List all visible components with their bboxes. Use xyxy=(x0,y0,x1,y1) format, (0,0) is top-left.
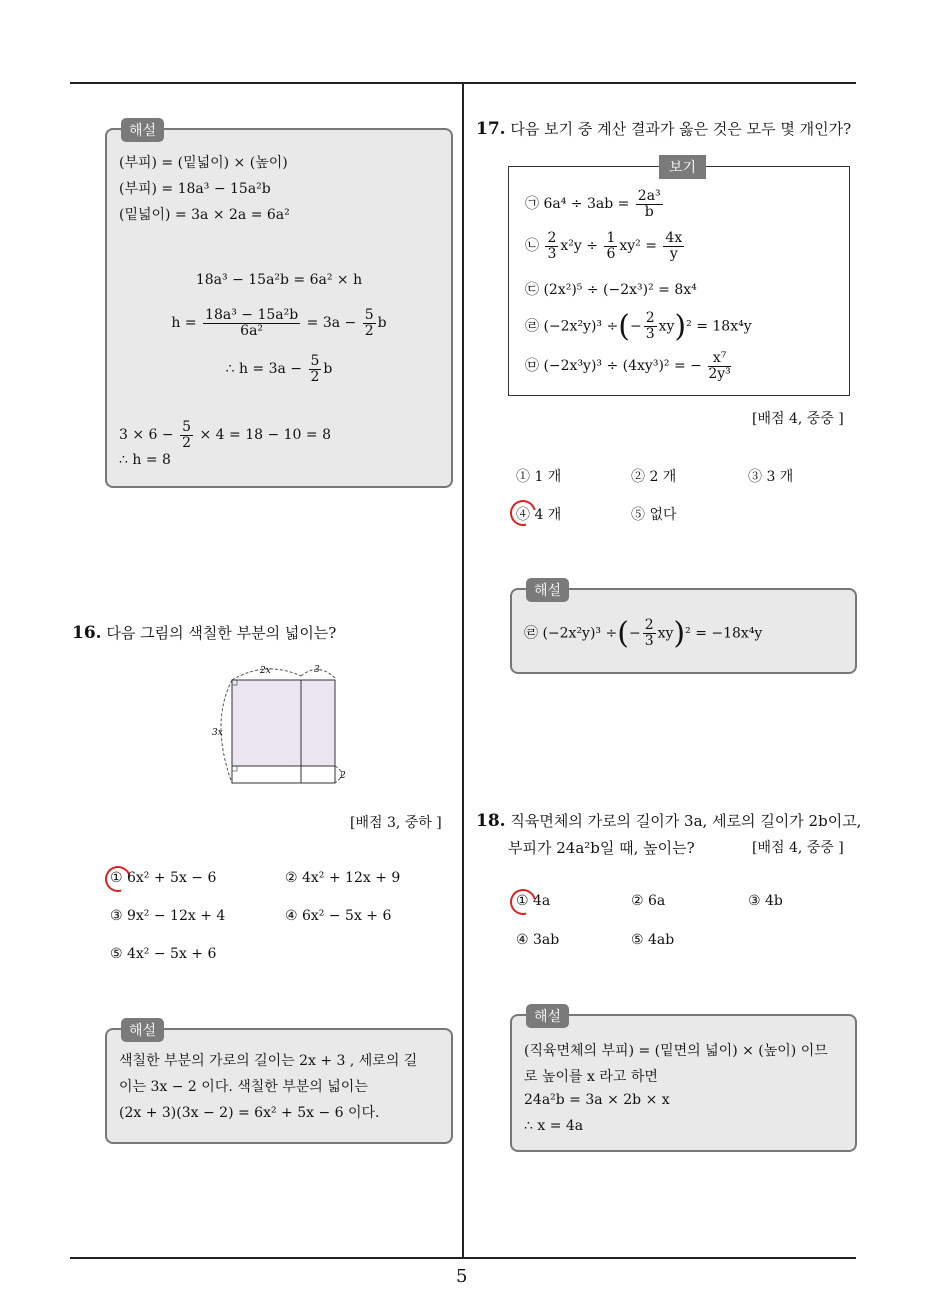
q18-choice-3[interactable]: ③ 4b xyxy=(748,893,783,909)
q16-choice-5[interactable]: ⑤ 4x² − 5x + 6 xyxy=(110,946,217,962)
question-text-line1: 직육면체의 가로의 길이가 3a, 세로의 길이가 2b이고, xyxy=(510,812,862,830)
bogi-item-3: ㉢ (2x²)⁵ ÷ (−2x³)² = 8x⁴ xyxy=(525,282,697,298)
sol18-line4: ∴ x = 4a xyxy=(524,1118,584,1134)
sol16-line2: 이는 3x − 2 이다. 색칠한 부분의 넓이는 xyxy=(119,1079,368,1095)
sol16-line3: (2x + 3)(3x − 2) = 6x² + 5x − 6 이다. xyxy=(119,1105,380,1121)
label-3x: 3x xyxy=(212,728,223,738)
q16-score: [배점 3, 중하 ] xyxy=(350,815,442,831)
sol17-line1: ㉣ (−2x²y)³ ÷(− $\frac{2}{3}$ xy)² = −18x⁴y xyxy=(524,616,763,651)
solution-box-18 xyxy=(510,1009,857,1152)
fraction: $\frac{4x}{y}$ xyxy=(665,230,683,262)
sol15-line3: (밑넓이) = 3a × 2a = 6a² xyxy=(119,207,290,223)
bogi-item-2: ㉡ $\frac{2}{3}$ x²y ÷ $\frac{1}{6}$ xy² = $\frac{4x}{y}$ xyxy=(525,230,683,262)
question-number: 18. xyxy=(476,811,506,831)
fraction: $\frac{\text{x⁷}}{\text{2y³}}$ xyxy=(708,350,731,382)
sol15-line5: h = $\frac{\text{18a³ − 15a²b}}{\text{6a²}}$ = 3a − $\frac{5}{2}$ b xyxy=(171,307,387,339)
question-16 xyxy=(72,622,336,643)
q17-choice-2[interactable]: ② 2 개 xyxy=(631,469,677,485)
solution-tab: 해설 xyxy=(121,1018,164,1042)
question-17 xyxy=(476,118,851,139)
sol15-line6: ∴ h = 3a − $\frac{5}{2}$ b xyxy=(225,353,333,385)
q16-choice-1[interactable]: ① 6x² + 5x − 6 xyxy=(110,870,217,886)
q18-choice-2[interactable]: ② 6a xyxy=(631,893,666,909)
q16-figure xyxy=(200,660,360,790)
sol15-line8: ∴ h = 8 xyxy=(119,452,171,468)
q18-choice-4[interactable]: ④ 3ab xyxy=(516,932,560,948)
column-divider xyxy=(462,82,464,1258)
question-number: 16. xyxy=(72,623,102,643)
bogi-box xyxy=(508,160,850,396)
bottom-strip xyxy=(232,766,335,783)
bogi-item-1: ㉠ 6a⁴ ÷ 3ab = $\frac{\text{2a³}}{b}$ xyxy=(525,188,661,220)
sol15-line7: 3 × 6 − $\frac{5}{2}$ × 4 = 18 − 10 = 8 xyxy=(119,419,331,451)
solution-box-16 xyxy=(105,1023,453,1144)
page-number: 5 xyxy=(456,1266,468,1287)
fraction: $\frac{1}{6}$ xyxy=(606,230,616,262)
q17-choice-3[interactable]: ③ 3 개 xyxy=(748,469,794,485)
shaded-region xyxy=(232,680,335,766)
q16-choice-2[interactable]: ② 4x² + 12x + 9 xyxy=(285,870,401,886)
sol15-line2: (부피) = 18a³ − 15a²b xyxy=(119,181,271,197)
fraction: $\frac{2}{3}$ xyxy=(644,617,654,649)
sol18-line1: (직육면체의 부피) = (밑면의 넓이) × (높이) 이므 xyxy=(524,1043,828,1059)
solution-tab: 해설 xyxy=(121,118,164,142)
fraction: $\frac{5}{2}$ xyxy=(310,353,320,385)
q16-choice-4[interactable]: ④ 6x² − 5x + 6 xyxy=(285,908,392,924)
solution-box-17 xyxy=(510,583,857,674)
q16-choice-3[interactable]: ③ 9x² − 12x + 4 xyxy=(110,908,226,924)
sol16-line1: 색칠한 부분의 가로의 길이는 2x + 3 , 세로의 길 xyxy=(119,1053,418,1069)
question-text: 다음 그림의 색칠한 부분의 넓이는? xyxy=(106,624,337,642)
question-18-line2: 부피가 24a²b일 때, 높이는? xyxy=(508,839,695,857)
fraction: $\frac{\text{2a³}}{b}$ xyxy=(637,188,661,220)
fraction: $\frac{\text{18a³ − 15a²b}}{\text{6a²}}$ xyxy=(205,307,299,339)
fraction: $\frac{5}{2}$ xyxy=(182,419,192,451)
question-18 xyxy=(476,810,861,831)
sol15-line4: 18a³ − 15a²b = 6a² × h xyxy=(195,272,363,288)
bottom-rule xyxy=(70,1257,856,1259)
solution-box-15 xyxy=(105,123,453,488)
bogi-item-4: ㉣ (−2x²y)³ ÷(− $\frac{2}{3}$ xy)² = 18x⁴y xyxy=(525,309,752,344)
sol18-line3: 24a²b = 3a × 2b × x xyxy=(524,1092,670,1108)
question-number: 17. xyxy=(476,119,506,139)
solution-tab: 해설 xyxy=(526,578,569,602)
fraction: $\frac{2}{3}$ xyxy=(547,230,557,262)
question-text: 다음 보기 중 계산 결과가 옳은 것은 모두 몇 개인가? xyxy=(510,120,852,138)
bogi-tab: 보기 xyxy=(659,155,706,179)
q18-score: [배점 4, 중중 ] xyxy=(752,840,844,856)
q17-score: [배점 4, 중중 ] xyxy=(752,411,844,427)
q18-choice-5[interactable]: ⑤ 4ab xyxy=(631,932,675,948)
solution-tab: 해설 xyxy=(526,1004,569,1028)
bogi-item-5: ㉤ (−2x³y)³ ÷ (4xy³)² = − $\frac{\text{x⁷}}{\text{2y³}}$ xyxy=(525,350,731,382)
label-2x: 2x xyxy=(260,666,271,676)
label-3: 3 xyxy=(314,665,320,675)
q17-choice-5[interactable]: ⑤ 없다 xyxy=(631,507,677,523)
fraction: $\frac{5}{2}$ xyxy=(364,307,374,339)
sol18-line2: 로 높이를 x 라고 하면 xyxy=(524,1069,658,1085)
label-2: 2 xyxy=(340,771,346,781)
q18-choice-1[interactable]: ① 4a xyxy=(516,893,551,909)
q17-choice-1[interactable]: ① 1 개 xyxy=(516,469,562,485)
sol15-line1: (부피) = (밑넓이) × (높이) xyxy=(119,155,288,171)
q17-choice-4[interactable]: ④ 4 개 xyxy=(516,507,562,523)
fraction: $\frac{2}{3}$ xyxy=(645,310,655,342)
